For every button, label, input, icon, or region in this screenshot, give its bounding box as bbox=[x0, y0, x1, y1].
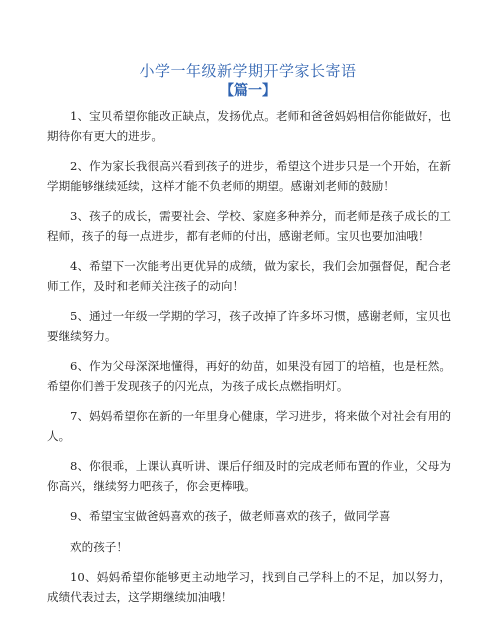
paragraph-7: 7、妈妈希望你在新的一年里身心健康，学习进步，将来做个对社会有用的人。 bbox=[47, 409, 451, 443]
document-title: 小学一年级新学期开学家长寄语 bbox=[139, 62, 357, 80]
paragraph-1: 1、宝贝希望你能改正缺点，发扬优点。老师和爸爸妈妈相信你能做好，也期待你有更大的进步。 bbox=[47, 109, 451, 143]
paragraph-3: 3、孩子的成长，需要社会、学校、家庭多种养分，而老师是孩子成长的工程师，孩子的每一点进步，都有老师的付出，感谢老师。宝贝也要加油哦！ bbox=[47, 209, 451, 243]
paragraph-8: 8、你很乖，上课认真听讲、课后仔细及时的完成老师布置的作业，父母为你高兴，继续努力吧孩子，你会更棒哦。 bbox=[47, 459, 451, 493]
paragraph-2: 2、作为家长我很高兴看到孩子的进步，希望这个进步只是一个开始，在新学期能够继续延续，这样才能不负老师的期望。感谢刘老师的鼓励！ bbox=[47, 159, 451, 193]
paragraph-9: 9、希望宝宝做爸妈喜欢的孩子，做老师喜欢的孩子，做同学喜 bbox=[70, 509, 391, 523]
paragraph-10: 10、妈妈希望你能够更主动地学习，找到自己学科上的不足，加以努力，成绩代表过去，这学期继续加油哦！ bbox=[47, 570, 451, 604]
document-body bbox=[47, 107, 451, 618]
paragraph-4: 4、希望下一次能考出更优异的成绩，做为家长，我们会加强督促，配合老师工作，及时和老师关注孩子的动向！ bbox=[47, 259, 451, 293]
paragraph-5: 5、通过一年级一学期的学习，孩子改掉了许多坏习惯，感谢老师，宝贝也要继续努力。 bbox=[47, 309, 451, 343]
paragraph-9-continued: 欢的孩子！ bbox=[70, 539, 128, 554]
paragraph-6: 6、作为父母深深地懂得，再好的幼苗，如果没有园丁的培植，也是枉然。希望你们善于发现孩子的闪光点，为孩子成长点燃指明灯。 bbox=[47, 359, 451, 393]
section-heading: 【篇一】 bbox=[220, 83, 276, 99]
